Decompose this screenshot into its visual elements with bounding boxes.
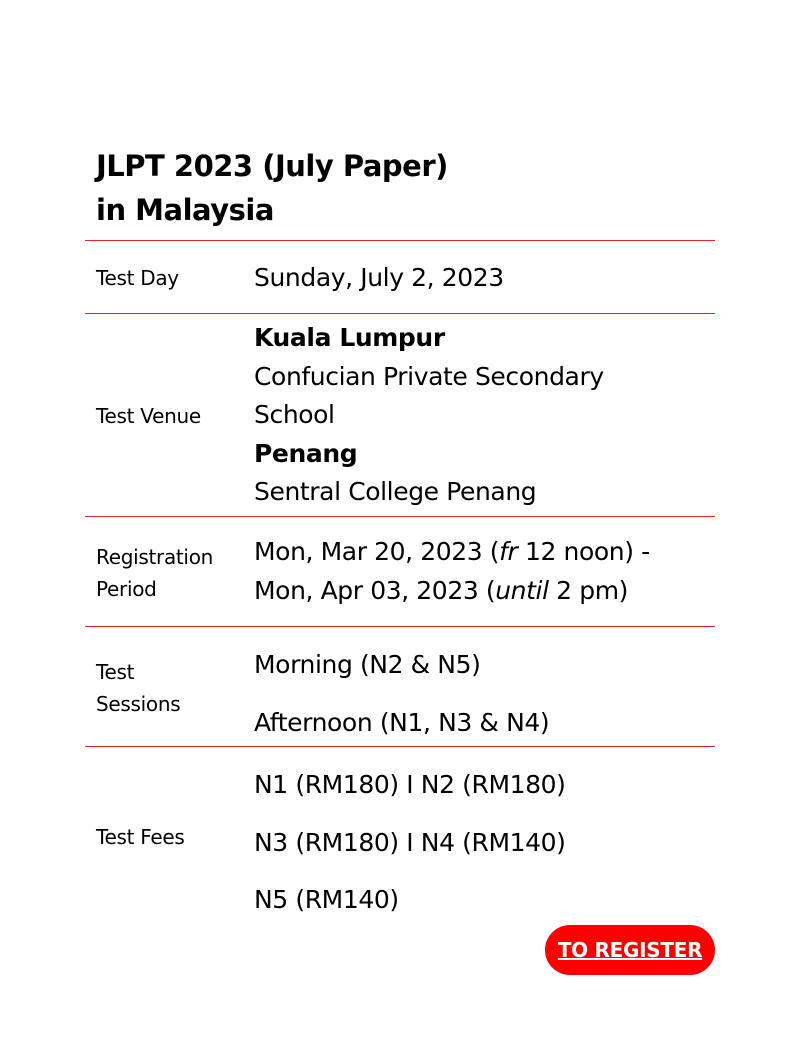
divider-test-venue <box>85 516 715 517</box>
divider-test-day <box>85 313 715 314</box>
registration-start: Mon, Mar 20, 2023 (fr 12 noon) - <box>254 537 650 566</box>
test-venue-value <box>254 319 604 512</box>
venue-kl-school-line2: School <box>254 400 335 429</box>
page-title <box>96 144 448 232</box>
divider-top <box>85 240 715 241</box>
venue-city-kuala-lumpur: Kuala Lumpur <box>254 323 445 352</box>
test-fees-label: Test Fees <box>96 825 185 849</box>
session-afternoon: Afternoon (N1, N3 & N4) <box>254 708 550 737</box>
title-line-2: in Malaysia <box>96 193 274 227</box>
register-button[interactable]: TO REGISTER <box>545 925 715 975</box>
test-venue-label: Test Venue <box>96 404 201 428</box>
test-sessions-label: Test Sessions <box>96 660 181 716</box>
fees-line-3: N5 (RM140) <box>254 885 399 914</box>
venue-city-penang: Penang <box>254 438 358 468</box>
registration-period-label: Registration Period <box>96 545 214 601</box>
fees-line-1: N1 (RM180) I N2 (RM180) <box>254 770 566 799</box>
registration-period-value <box>254 533 650 610</box>
title-line-1: JLPT 2023 (July Paper) <box>96 149 448 183</box>
fees-line-2: N3 (RM180) I N4 (RM140) <box>254 828 566 857</box>
test-day-label: Test Day <box>96 266 179 290</box>
venue-penang-college: Sentral College Penang <box>254 477 537 506</box>
divider-registration <box>85 626 715 627</box>
test-day-value: Sunday, July 2, 2023 <box>254 263 504 292</box>
registration-end: Mon, Apr 03, 2023 (until 2 pm) <box>254 575 628 605</box>
venue-kl-school-line1: Confucian Private Secondary <box>254 361 604 391</box>
divider-sessions <box>85 746 715 747</box>
session-morning: Morning (N2 & N5) <box>254 650 481 679</box>
